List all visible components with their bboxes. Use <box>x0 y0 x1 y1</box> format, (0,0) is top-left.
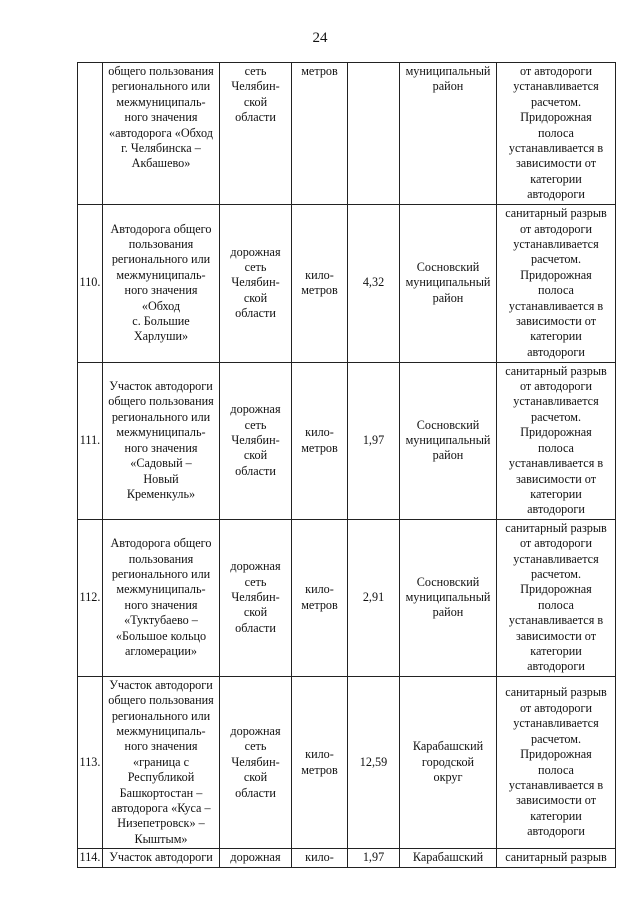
length <box>348 63 400 205</box>
unit: кило- метров <box>292 519 348 676</box>
row-number: 112. <box>78 519 103 676</box>
roads-table <box>77 62 616 868</box>
length: 1,97 <box>348 849 400 867</box>
note: санитарный разрыв от автодороги устанавливается расчетом. Придорожная полоса устанавливается в зависимости от категории автодороги <box>497 519 616 676</box>
road-name: Участок автодороги общего пользования регионального или межмуниципаль- ного значения «Садовый – Новый Кременкуль» <box>103 362 220 519</box>
length: 2,91 <box>348 519 400 676</box>
district: Сосновский муниципальный район <box>400 204 497 362</box>
table-row <box>78 519 616 676</box>
table-row <box>78 676 616 848</box>
note: от автодороги устанавливается расчетом. Придорожная полоса устанавливается в зависимости от категории автодороги <box>497 63 616 205</box>
district: Карабашский <box>400 849 497 867</box>
table-row <box>78 849 616 867</box>
row-number: 110. <box>78 204 103 362</box>
road-name: общего пользования регионального или межмуниципаль- ного значения «автодорога «Обход г. Челябинска – Акбашево» <box>103 63 220 205</box>
district: Сосновский муниципальный район <box>400 362 497 519</box>
road-network: дорожная сеть Челябин- ской области <box>220 204 292 362</box>
unit: кило- метров <box>292 676 348 848</box>
length: 12,59 <box>348 676 400 848</box>
road-name: Автодорога общего пользования регионального или межмуниципаль- ного значения «Туктубаево – «Большое кольцо агломерации» <box>103 519 220 676</box>
road-name: Участок автодороги <box>103 849 220 867</box>
note: санитарный разрыв от автодороги устанавливается расчетом. Придорожная полоса устанавливается в зависимости от категории автодороги <box>497 362 616 519</box>
road-network: сеть Челябин- ской области <box>220 63 292 205</box>
row-number: 114. <box>78 849 103 867</box>
note: санитарный разрыв <box>497 849 616 867</box>
road-name: Участок автодороги общего пользования регионального или межмуниципаль- ного значения «граница с Республикой Башкортостан – автодорога «Куса – Низепетровск» – Кыштым» <box>103 676 220 848</box>
row-number <box>78 63 103 205</box>
district: Сосновский муниципальный район <box>400 519 497 676</box>
district: муниципальный район <box>400 63 497 205</box>
road-network: дорожная <box>220 849 292 867</box>
row-number: 111. <box>78 362 103 519</box>
length: 4,32 <box>348 204 400 362</box>
unit: кило- метров <box>292 362 348 519</box>
road-network: дорожная сеть Челябин- ской области <box>220 676 292 848</box>
district: Карабашский городской округ <box>400 676 497 848</box>
length: 1,97 <box>348 362 400 519</box>
table-row <box>78 204 616 362</box>
table-row <box>78 63 616 205</box>
road-network: дорожная сеть Челябин- ской области <box>220 519 292 676</box>
road-name: Автодорога общего пользования регионального или межмуниципаль- ного значения «Обход с. Большие Харлуши» <box>103 204 220 362</box>
road-network: дорожная сеть Челябин- ской области <box>220 362 292 519</box>
note: санитарный разрыв от автодороги устанавливается расчетом. Придорожная полоса устанавливается в зависимости от категории автодороги <box>497 204 616 362</box>
note: санитарный разрыв от автодороги устанавливается расчетом. Придорожная полоса устанавливается в зависимости от категории автодороги <box>497 676 616 848</box>
unit: метров <box>292 63 348 205</box>
unit: кило- <box>292 849 348 867</box>
row-number: 113. <box>78 676 103 848</box>
unit: кило- метров <box>292 204 348 362</box>
page-number: 24 <box>312 30 328 46</box>
table-row <box>78 362 616 519</box>
